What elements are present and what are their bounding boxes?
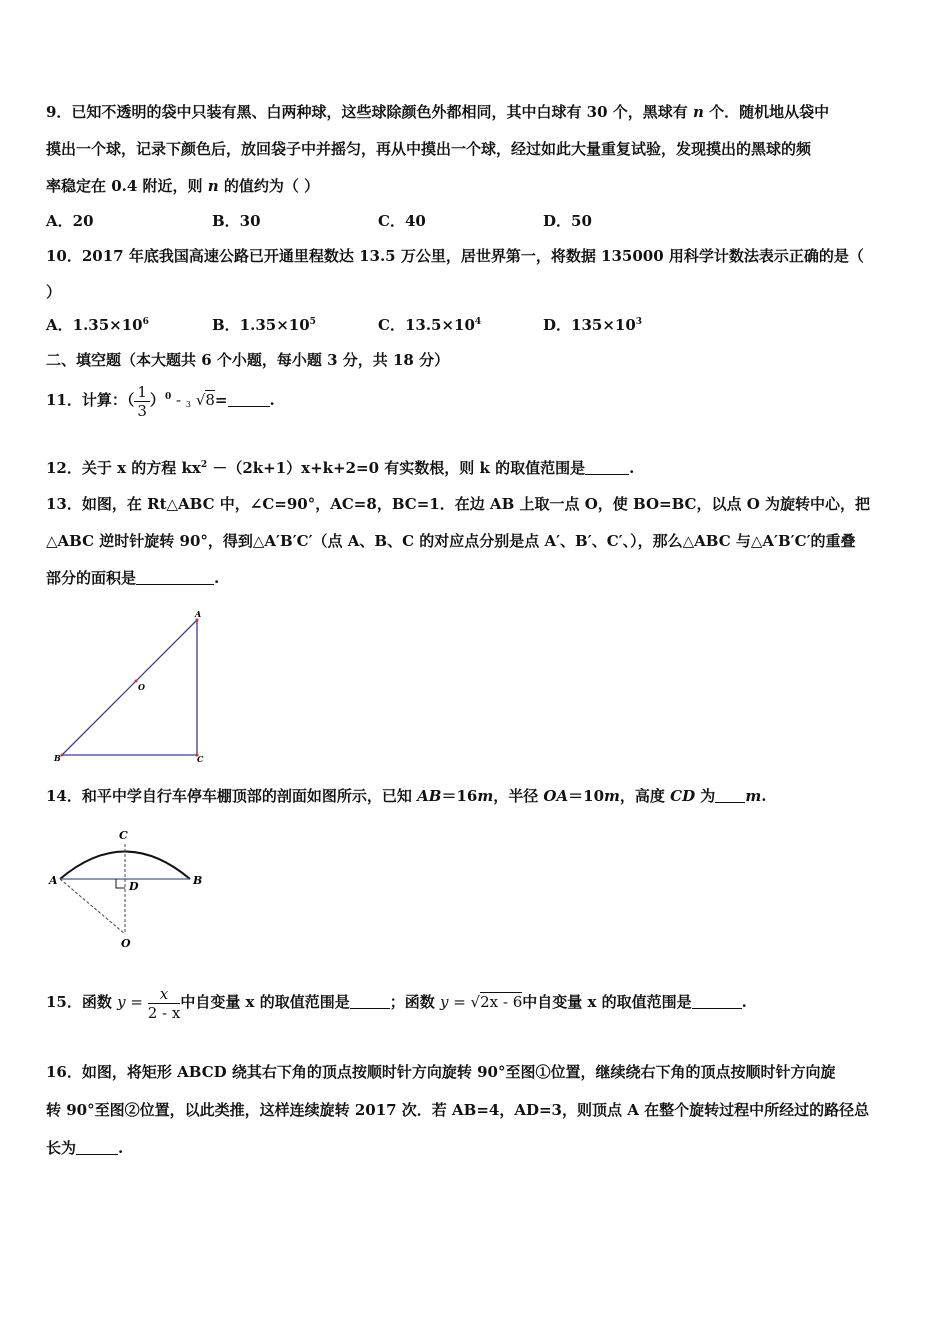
label-b: B xyxy=(54,753,61,763)
q9-option-c: C．40 xyxy=(378,212,426,230)
label-c: C xyxy=(119,829,128,842)
arc-figure xyxy=(44,824,214,954)
q16-end: . xyxy=(118,1139,124,1157)
q9-option-a: A．20 xyxy=(46,212,94,230)
var-n: n xyxy=(207,177,219,195)
q13-line-3 xyxy=(46,568,219,588)
q11-end: . xyxy=(269,391,275,409)
answer-blank xyxy=(136,570,214,585)
label-c: C xyxy=(197,754,204,764)
root-index: 3 xyxy=(185,400,191,409)
q11-equals: = xyxy=(214,391,228,409)
q9-option-b: B．30 xyxy=(212,212,261,230)
q16-line-1: 16．如图，将矩形 ABCD 绕其右下角的顶点按顺时针方向旋转 90°至图①位置，继续绕右下角的顶点按顺时针方向旋 xyxy=(46,1063,836,1081)
q11-minus: - xyxy=(171,391,186,409)
option-exp: 5 xyxy=(309,317,316,327)
q10-option-d xyxy=(543,315,642,335)
q11-fraction xyxy=(134,383,150,420)
q13-line-1: 13．如图，在 Rt△ABC 中，∠C=90°，AC=8，BC=1．在边 AB 上取一点 O，使 BO=BC，以点 O 为旋转中心，把 xyxy=(46,495,870,513)
q14-text: ，高度 xyxy=(619,787,671,805)
option-base: A．1.35×10 xyxy=(46,316,143,334)
answer-blank xyxy=(585,460,629,475)
q14-text: ，半径 xyxy=(493,787,544,805)
q15-text: 中自变量 x 的取值范围是 xyxy=(522,993,692,1011)
section-heading: 二、填空题（本大题共 6 个小题，每小题 3 分，共 18 分） xyxy=(46,351,450,369)
q14-text: 为 xyxy=(695,787,716,805)
option-base: B．1.35×10 xyxy=(212,316,310,334)
option-exp: 3 xyxy=(635,317,643,327)
option-exp: 6 xyxy=(142,317,149,327)
q15-line xyxy=(46,982,747,1022)
q15-text: 中自变量 x 的取值范围是 xyxy=(180,993,350,1011)
q10-line-1: 10．2017 年底我国高速公路已开通里程数达 13.5 万公里，居世界第一，将数据 135000 用科学计数法表示正确的是（ xyxy=(46,247,864,265)
q10-option-c xyxy=(378,315,481,335)
q10-option-b xyxy=(212,315,316,335)
q15-formula-2: y = √2x - 6 xyxy=(439,993,523,1011)
q15-fraction xyxy=(148,985,181,1022)
q13-text: 部分的面积是 xyxy=(46,569,137,587)
q10-line-2: ） xyxy=(46,283,62,301)
q12-line xyxy=(46,458,634,478)
q14-text: ＝10 xyxy=(568,787,605,805)
q13-end: . xyxy=(214,569,220,587)
q12-end: . xyxy=(629,459,635,477)
radicand: 8 xyxy=(205,391,215,409)
option-base: D．135×10 xyxy=(543,316,636,334)
var-ab: AB xyxy=(417,787,442,805)
label-a: A xyxy=(195,609,202,619)
equals: = xyxy=(448,993,471,1011)
q9-text: 率稳定在 0.4 附近，则 xyxy=(46,177,208,195)
fraction-numerator: 1 xyxy=(134,383,150,402)
var-oa: OA xyxy=(543,787,569,805)
fraction-denominator: 2 - x xyxy=(147,1003,181,1022)
q12-text: 12．关于 x 的方程 kx xyxy=(46,459,201,477)
q14-text: ＝16 xyxy=(441,787,478,805)
unit-m: m xyxy=(477,787,494,805)
q12-sup: 2 xyxy=(200,460,208,470)
label-o: O xyxy=(138,682,145,692)
q15-text: ；函数 xyxy=(389,993,440,1011)
q9-line-2: 摸出一个球，记录下颜色后，放回袋子中并摇匀，再从中摸出一个球，经过如此大量重复试验，发现摸出的黑球的频 xyxy=(46,140,812,158)
radicand: 2x - 6 xyxy=(480,993,523,1011)
answer-blank xyxy=(692,994,742,1009)
var-cd: CD xyxy=(670,787,696,805)
right-angle-mark xyxy=(116,879,125,888)
side-ab xyxy=(62,620,197,755)
answer-blank xyxy=(350,994,390,1009)
q11-exponent: 0 xyxy=(164,392,172,402)
q9-line-3 xyxy=(46,176,319,196)
answer-blank xyxy=(76,1140,118,1155)
var-y: y xyxy=(439,993,449,1011)
q16-line-3 xyxy=(46,1138,123,1158)
var-n: n xyxy=(692,103,704,121)
q11-cube-root: 3 √8 xyxy=(186,391,215,409)
point-b xyxy=(61,754,64,757)
q15-end: . xyxy=(741,993,747,1011)
unit-m: m xyxy=(745,787,762,805)
option-exp: 4 xyxy=(474,317,482,327)
q10-option-a xyxy=(46,315,149,335)
q9-text: 个．随机地从袋中 xyxy=(703,103,830,121)
q12-text: －（2k+1）x+k+2=0 有实数根，则 k 的取值范围是 xyxy=(207,459,586,477)
q11-label: 11．计算：（ xyxy=(46,391,135,409)
q16-line-2: 转 90°至图②位置，以此类推，这样连续旋转 2017 次．若 AB=4，AD=3，则顶点 A 在整个旋转过程中所经过的路径总 xyxy=(46,1101,870,1119)
answer-blank xyxy=(228,392,270,407)
label-a: A xyxy=(49,874,58,887)
answer-blank xyxy=(715,788,745,803)
q9-option-d: D．50 xyxy=(543,212,592,230)
q15-formula-1 xyxy=(117,984,181,1022)
label-o: O xyxy=(121,937,131,950)
equals: = xyxy=(125,993,148,1011)
line-oa xyxy=(60,879,125,934)
q9-text: 9．已知不透明的袋中只装有黑、白两种球，这些球除颜色外都相同，其中白球有 30 个，黑球有 xyxy=(46,103,693,121)
q16-text: 长为 xyxy=(46,1139,77,1157)
triangle-figure xyxy=(50,608,220,768)
fraction-denominator: 3 xyxy=(137,401,147,420)
option-base: C．13.5×10 xyxy=(378,316,475,334)
unit-m: m xyxy=(604,787,620,805)
q11-line xyxy=(46,378,275,422)
q9-text: 的值约为（ ） xyxy=(218,177,320,195)
label-b: B xyxy=(193,874,203,887)
q14-line xyxy=(46,786,766,806)
var-y: y xyxy=(117,993,126,1011)
q14-text: 14．和平中学自行车停车棚顶部的剖面如图所示，已知 xyxy=(46,787,418,805)
q9-line-1 xyxy=(46,102,829,122)
q13-line-2: △ABC 逆时针旋转 90°，得到△A′B′C′（点 A、B、C 的对应点分别是点 A′、B′、C′、），那么△ABC 与△A′B′C′的重叠 xyxy=(46,532,856,550)
q15-label: 15．函数 xyxy=(46,993,118,1011)
label-d: D xyxy=(129,880,139,893)
fraction-numerator: x xyxy=(148,985,181,1004)
q14-end: . xyxy=(761,787,767,805)
q11-close-paren: ） xyxy=(149,391,165,409)
